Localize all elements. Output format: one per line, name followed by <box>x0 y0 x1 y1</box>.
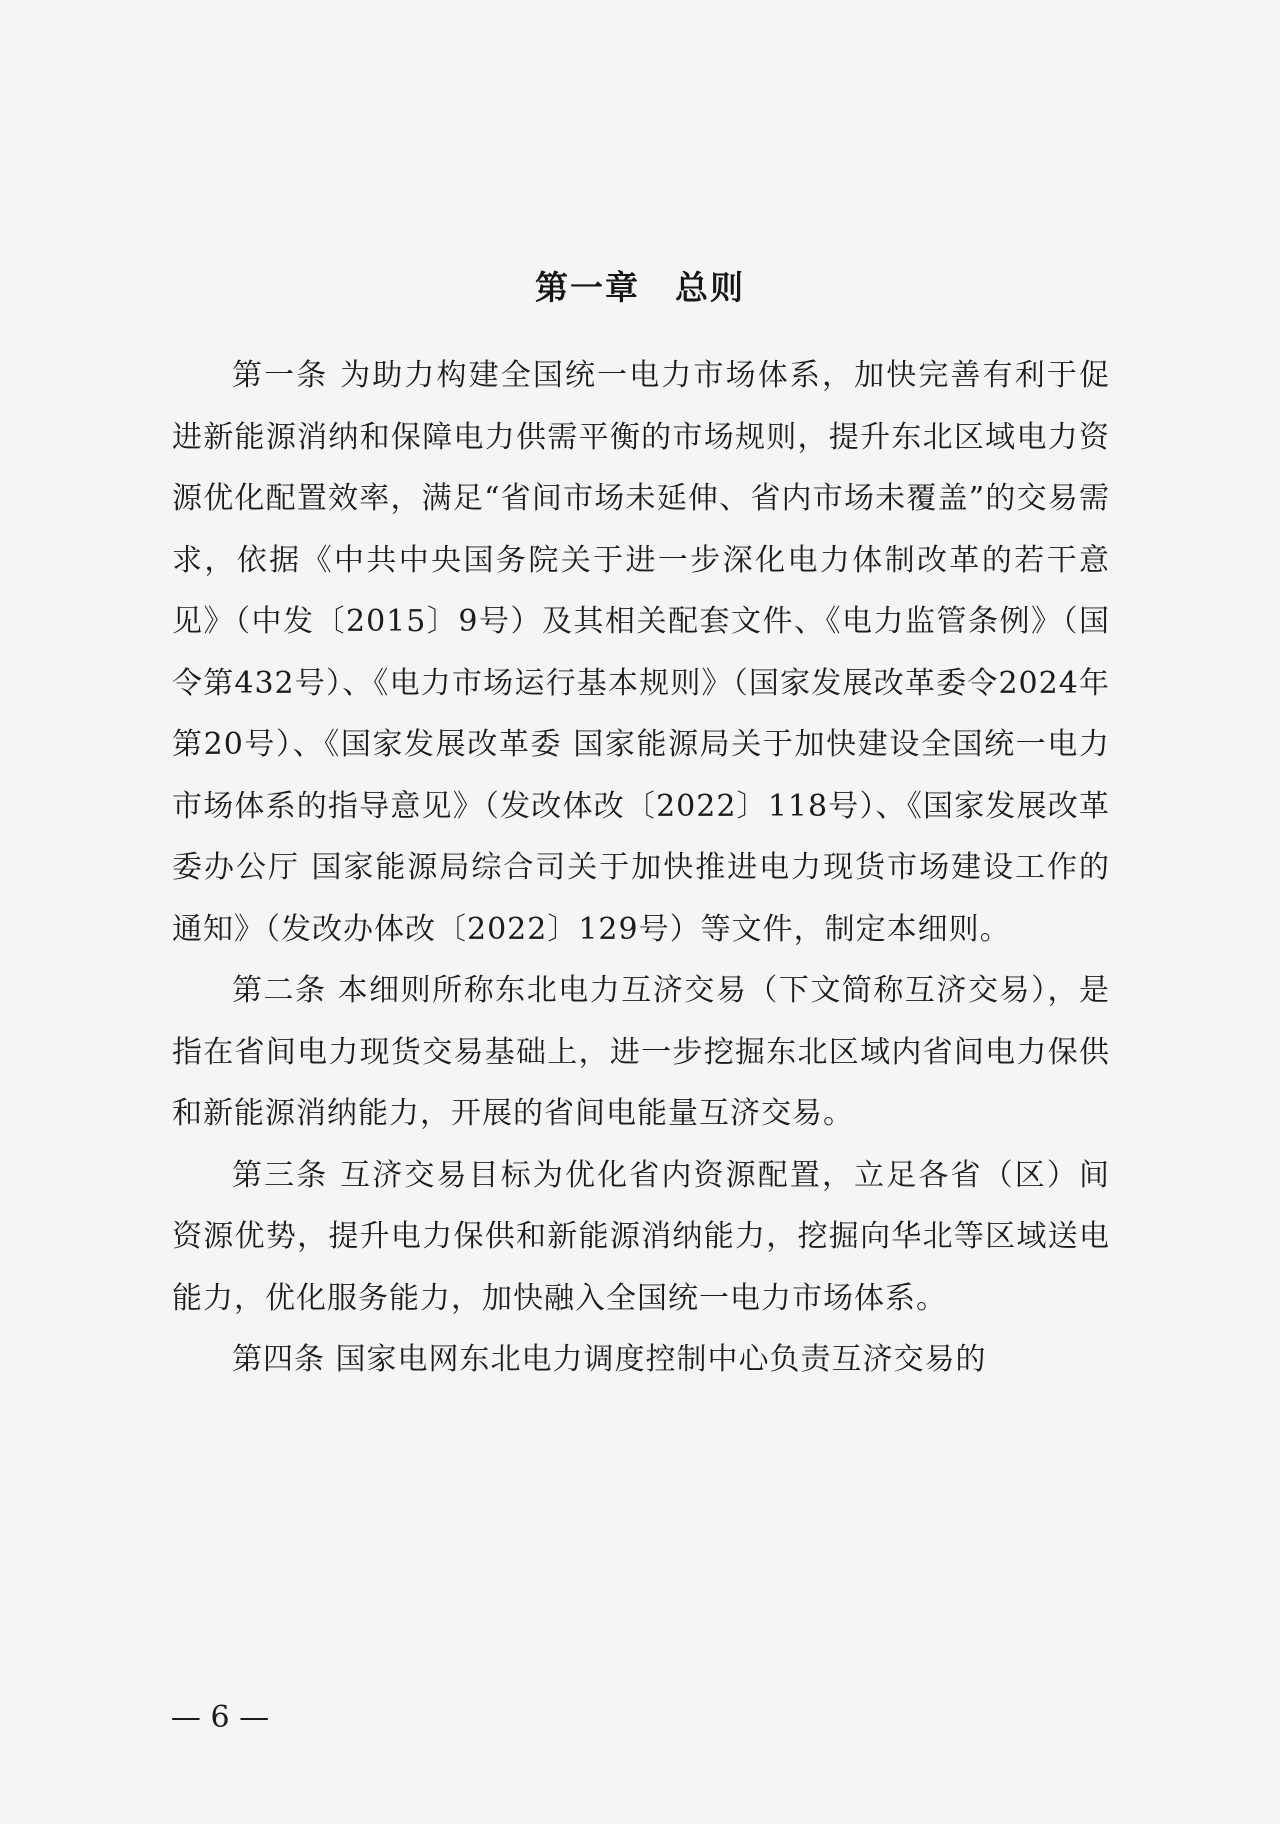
article-4-heading: 第四条 <box>232 1342 325 1377</box>
article-2 <box>172 960 1110 1145</box>
article-3-heading: 第三条 <box>232 1157 329 1193</box>
article-1-heading: 第一条 <box>232 358 329 393</box>
article-4 <box>172 1329 1110 1391</box>
document-body <box>172 345 1110 1391</box>
article-2-heading: 第二条 <box>232 973 327 1008</box>
article-3-text: 互济交易目标为优化省内资源配置，立足各省（区）间资源优势，提升电力保供和新能源消纳能力，挖掘向华北等区域送电能力，优化服务能力，加快融入全国统一电力市场体系。 <box>172 1157 1111 1316</box>
page-number: — 6 — <box>170 1700 270 1735</box>
article-1-text: 为助力构建全国统一电力市场体系，加快完善有利于促进新能源消纳和保障电力供需平衡的市场规则，提升东北区域电力资源优化配置效率，满足“省间市场未延伸、省内市场未覆盖”的交易需求，依据《中共中央国务院关于进一步深化电力体制改革的若干意见》（中发〔2015〕9号）及其相关配套文件、《电力监管条例》（国令第432号）、《电力市场运行基本规则》（国家发展改革委令2024年第20号）、《国家发展改革委 国家能源局关于加快建设全国统一电力市场体系的指导意见》（发改体改〔2022〕118号）、《国家发展改革委办公厅 国家能源局综合司关于加快推进电力现货市场建设工作的通知》（发改办体改〔2022〕129号）等文件，制定本细则。 <box>172 358 1111 947</box>
article-3 <box>172 1145 1110 1330</box>
article-2-text: 本细则所称东北电力互济交易（下文简称互济交易），是指在省间电力现货交易基础上，进一步挖掘东北区域内省间电力保供和新能源消纳能力，开展的省间电能量互济交易。 <box>172 973 1111 1131</box>
article-4-text: 国家电网东北电力调度控制中心负责互济交易的 <box>335 1342 987 1377</box>
article-1 <box>172 345 1110 960</box>
chapter-title: 第一章 总则 <box>535 268 745 307</box>
